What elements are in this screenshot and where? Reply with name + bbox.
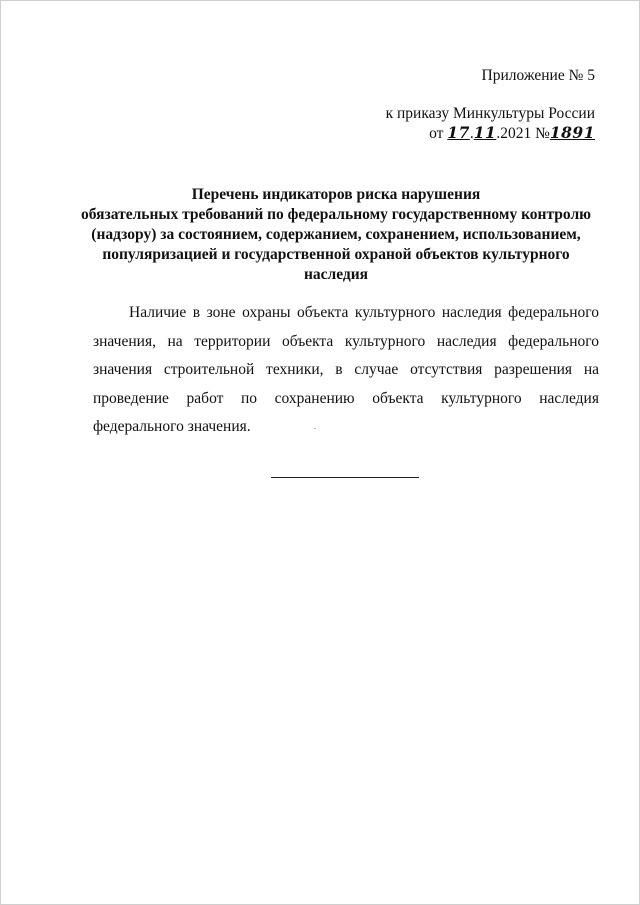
title-line: популяризацией и государственной охраной объектов культурного [102,246,570,263]
order-number-handwritten: 1891 [549,123,595,142]
title-line: Перечень индикаторов риска нарушения [191,186,481,203]
order-reference: к приказу Минкультуры России [385,105,595,122]
appendix-label: Приложение № 5 [481,67,595,84]
document-title [71,185,601,285]
title-line: наследия [303,266,369,283]
order-month-handwritten: 11 [473,123,497,142]
order-year: .2021 № [496,125,550,142]
scan-speck [314,428,316,429]
order-date-number: от 17.11.2021 №1891 [429,123,595,142]
body-paragraph: Наличие в зоне охраны объекта культурного наследия федерального значения, на территории объекта культурного наследия федерального значения строительной техники, в случае отсутствия разрешения на проведение работ по сохранению объекта культурного наследия федерального значения. [93,304,599,435]
title-line: (надзору) за состоянием, содержанием, сохранением, использованием, [91,226,581,243]
closing-rule [271,477,419,478]
order-prefix: от [429,125,444,142]
order-day-handwritten: 17 [447,123,470,142]
title-line: обязательных требований по федеральному государственному контролю [81,206,591,223]
